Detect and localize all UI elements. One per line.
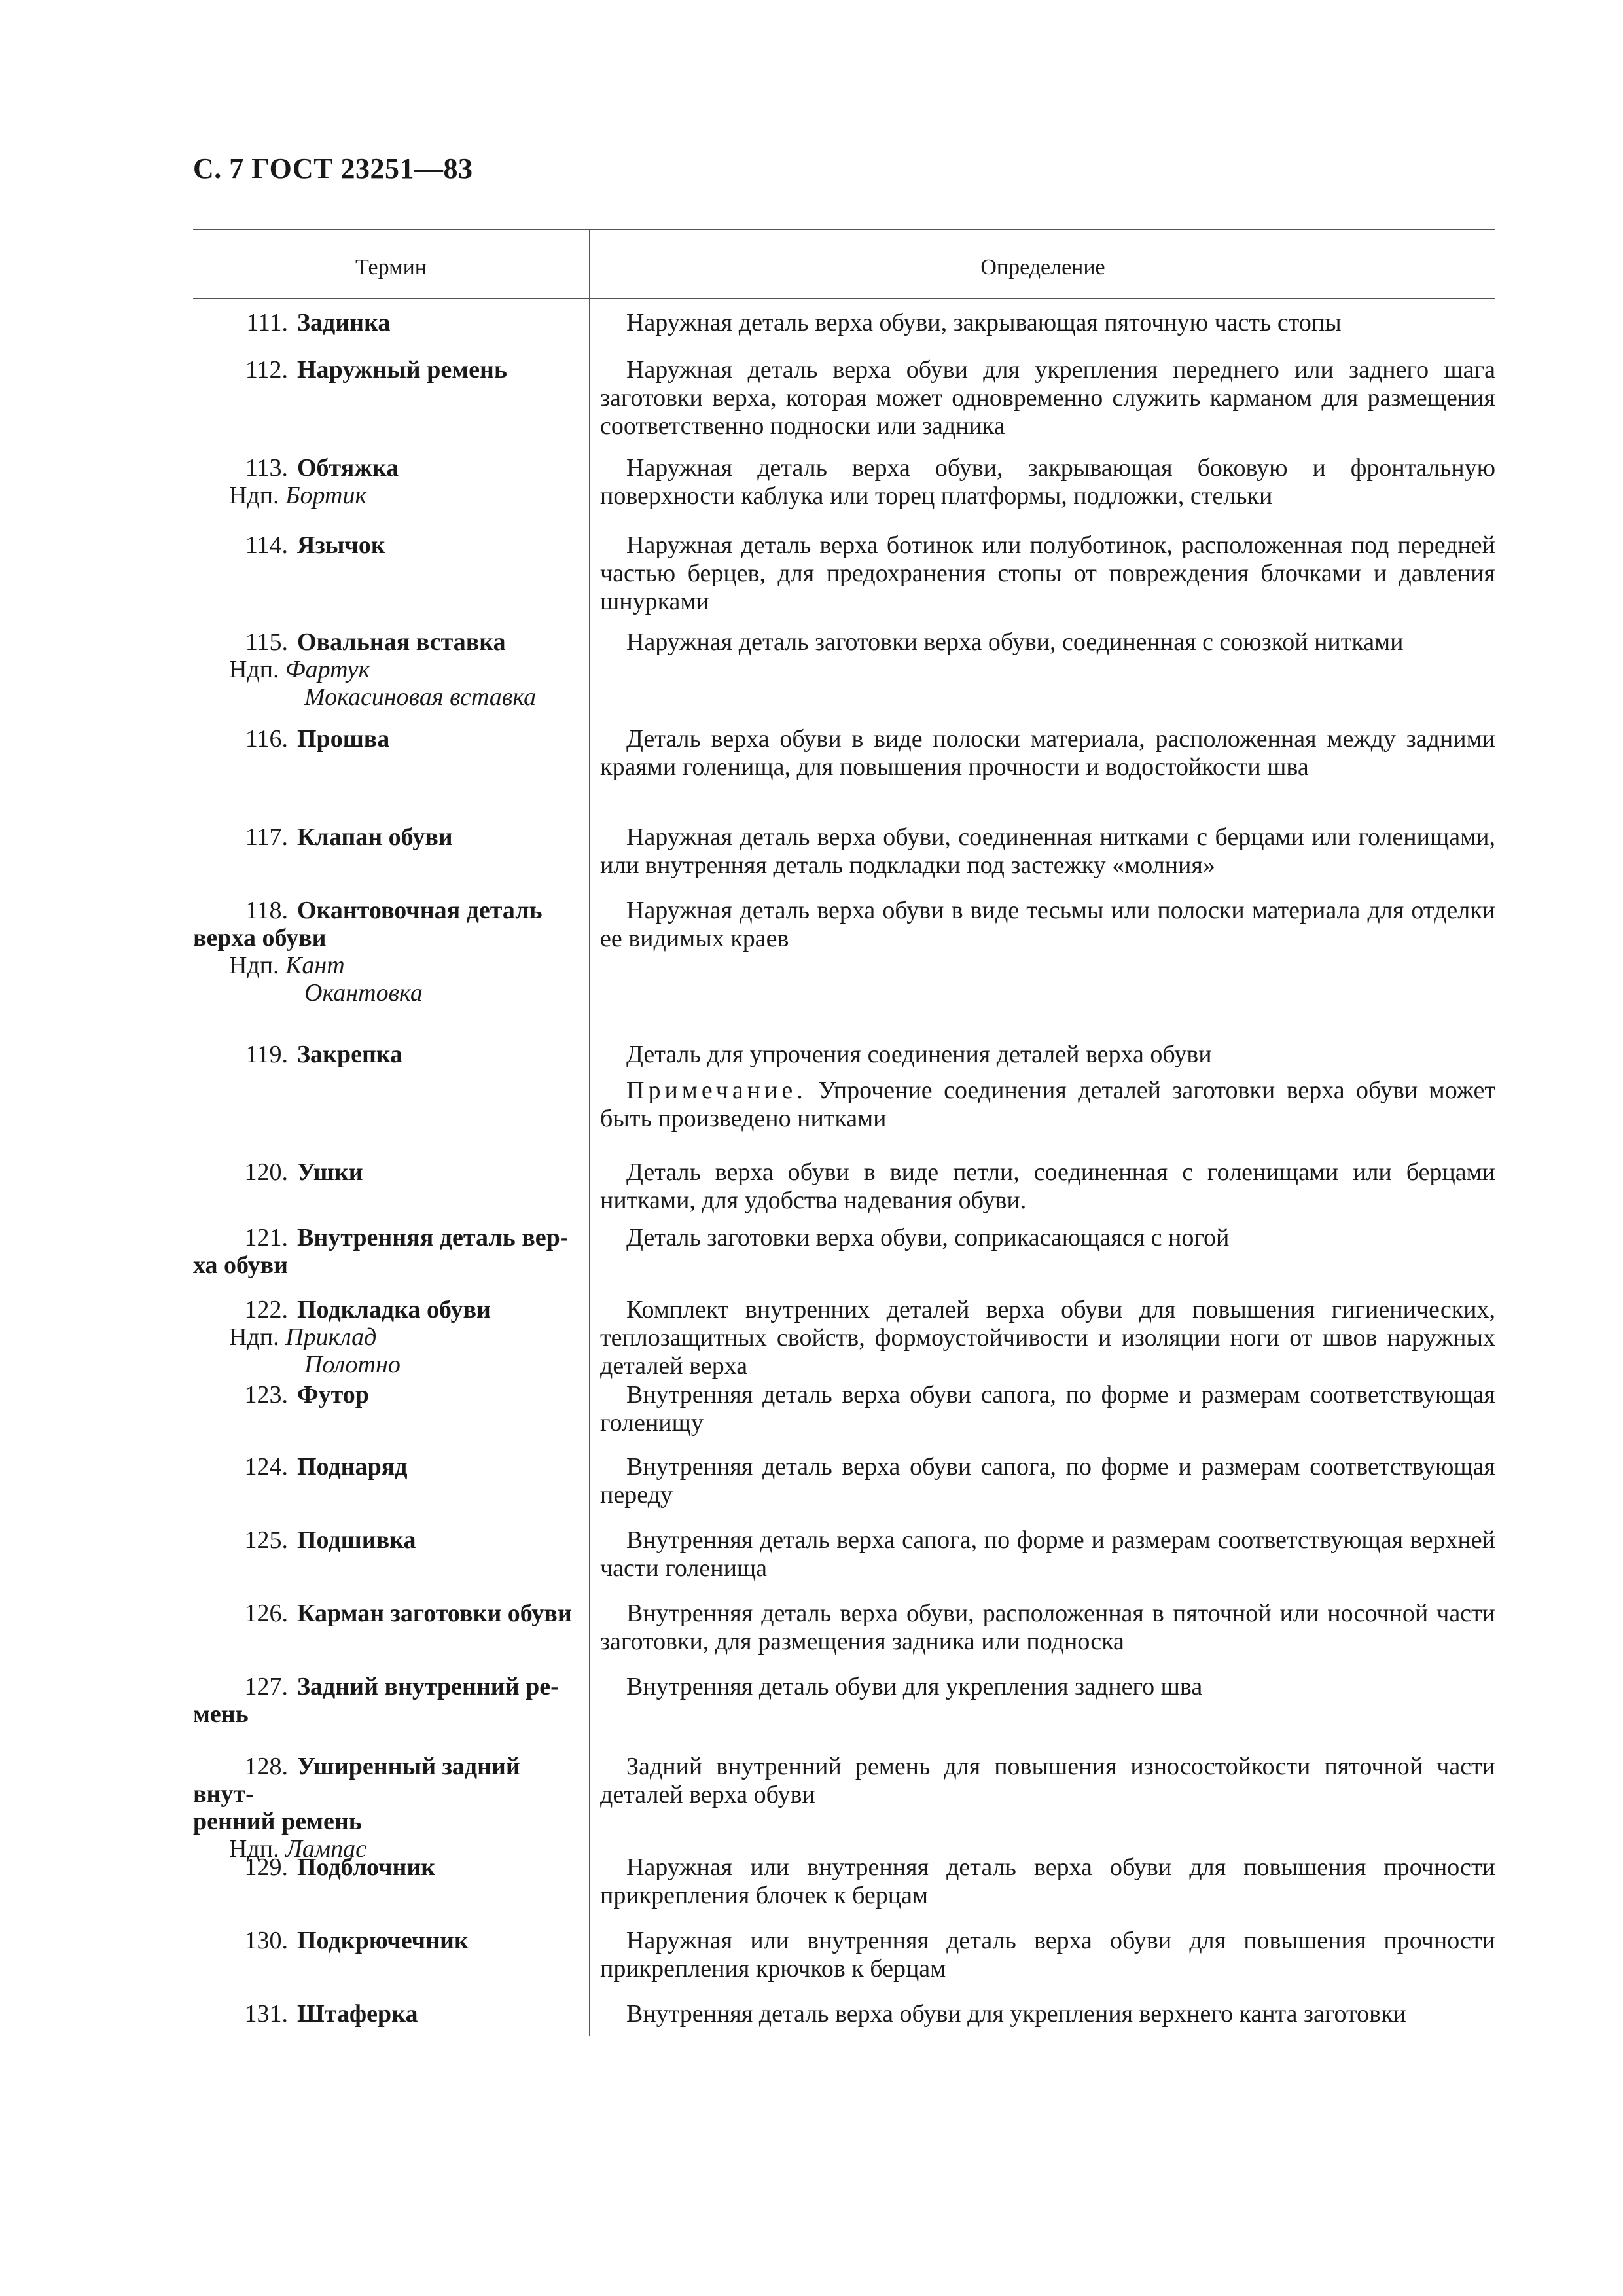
term-name: Карман заготовки обуви <box>297 1600 572 1627</box>
rejected-synonym: Мокасиновая вставка <box>304 683 537 711</box>
definition-cell <box>600 1927 1495 1983</box>
definition-text: Комплект внутренних деталей верха обуви для повышения гигиенических, теплозащитных свойств, формоустойчивости и изоляции ноги от швов наружных деталей верха <box>600 1296 1495 1380</box>
term-number: 111. <box>246 309 288 336</box>
term-number: 126. <box>244 1600 288 1627</box>
term-name-continued: ха обуви <box>193 1251 288 1279</box>
definition-cell <box>600 1296 1495 1380</box>
definition-text: Внутренняя деталь верха обуви сапога, по форме и размерам соответствующая голенищу <box>600 1381 1495 1437</box>
term-number: 113. <box>245 454 288 482</box>
term-number: 118. <box>245 897 288 924</box>
note-label: Примечание. <box>626 1077 807 1104</box>
definition-text: Наружная или внутренняя деталь верха обуви для повышения прочности прикрепления крючков к берцам <box>600 1927 1495 1982</box>
term-cell <box>193 1296 579 1378</box>
term-name: Штаферка <box>297 2000 418 2028</box>
term-cell <box>193 454 579 509</box>
term-cell <box>193 1854 579 1881</box>
rejected-synonym: Полотно <box>304 1351 401 1378</box>
term-cell <box>193 1381 579 1408</box>
definition-text: Внутренняя деталь верха обуви, расположенная в пяточной или носочной части заготовки, для размещения задника или подноска <box>600 1600 1495 1655</box>
definition-text: Внутренняя деталь верха сапога, по форме и размерам соответствующая верхней части голенища <box>600 1526 1495 1582</box>
column-header-term: Термин <box>355 255 427 279</box>
note-text <box>600 1077 1495 1133</box>
term-cell <box>193 1041 579 1068</box>
term-name: Обтяжка <box>297 454 399 482</box>
term-name-continued: мень <box>193 1700 249 1728</box>
definition-cell <box>600 1600 1495 1656</box>
definition-text: Внутренняя деталь верха обуви для укрепления верхнего канта заготовки <box>626 2000 1406 2028</box>
definition-cell <box>600 1453 1495 1509</box>
definition-cell <box>600 823 1495 880</box>
term-name: Внутренняя деталь вер- <box>297 1224 569 1251</box>
term-number: 116. <box>245 725 288 753</box>
term-number: 120. <box>244 1158 288 1186</box>
column-divider <box>589 229 590 2036</box>
column-header-definition: Определение <box>980 255 1105 279</box>
definition-text: Деталь верха обуви в виде петли, соединенная с голенищами или берцами нитками, для удобства надевания обуви. <box>600 1158 1495 1214</box>
definition-cell <box>600 1854 1495 1910</box>
definition-text: Деталь верха обуви в виде полоски материала, расположенная между задними краями голенища, для повышения прочности и водостойкости шва <box>600 725 1495 781</box>
term-number: 127. <box>244 1673 288 1700</box>
definition-cell <box>600 2000 1495 2028</box>
term-cell <box>193 2000 579 2028</box>
term-number: 115. <box>245 628 288 656</box>
term-name: Овальная вставка <box>297 628 506 656</box>
ndp-label: Ндп. <box>229 1323 279 1351</box>
term-name: Задний внутренний ре- <box>297 1673 559 1700</box>
term-cell <box>193 1158 579 1186</box>
term-cell <box>193 1453 579 1480</box>
definition-cell <box>600 454 1495 511</box>
rejected-synonym: Бортик <box>285 482 367 509</box>
definition-text: Наружная деталь верха обуви для укрепления переднего или заднего шага заготовки верха, которая может одновременно служить карманом для размещения соответственно подноски или задника <box>600 356 1495 440</box>
term-number: 122. <box>244 1296 288 1323</box>
term-cell <box>193 1673 579 1728</box>
definition-cell <box>600 725 1495 781</box>
term-name: Клапан обуви <box>297 823 453 851</box>
term-name: Поднаряд <box>297 1453 408 1480</box>
rejected-synonym: Окантовка <box>304 979 423 1007</box>
definition-cell <box>600 1158 1495 1215</box>
note-body: Упрочение соединения деталей заготовки верха обуви может быть произведено нитками <box>600 1077 1496 1132</box>
definition-cell <box>600 1673 1495 1701</box>
term-number: 128. <box>244 1753 288 1780</box>
term-name-continued: верха обуви <box>193 924 327 952</box>
definition-cell <box>600 531 1495 616</box>
ndp-label: Ндп. <box>229 952 279 979</box>
term-cell <box>193 725 579 753</box>
page-header: С. 7 ГОСТ 23251—83 <box>193 152 473 185</box>
definition-cell <box>600 897 1495 953</box>
definition-cell <box>600 628 1495 656</box>
term-cell <box>193 1600 579 1627</box>
definition-text: Наружная деталь верха обуви, соединенная нитками с берцами или голенищами, или внутренняя деталь подкладки под застежку «молния» <box>600 823 1495 879</box>
term-cell <box>193 356 579 384</box>
definition-text: Наружная деталь верха обуви, закрывающая боковую и фронтальную поверхности каблука или торец платформы, подложки, стельки <box>600 454 1495 510</box>
term-name: Наружный ремень <box>297 356 507 384</box>
definition-cell <box>600 309 1495 337</box>
term-name: Подблочник <box>297 1854 436 1881</box>
definition-text: Наружная деталь заготовки верха обуви, соединенная с союзкой нитками <box>626 628 1404 656</box>
rejected-synonym: Фартук <box>285 656 370 683</box>
definition-text: Наружная деталь верха обуви в виде тесьмы или полоски материала для отделки ее видимых краев <box>600 897 1495 952</box>
term-name: Подкрючечник <box>297 1927 469 1954</box>
term-name: Футор <box>297 1381 369 1408</box>
rejected-synonym: Лампас <box>285 1835 366 1863</box>
term-cell <box>193 309 579 336</box>
term-number: 112. <box>245 356 288 384</box>
term-name: Подкладка обуви <box>297 1296 491 1323</box>
term-name-continued: ренний ремень <box>193 1808 362 1835</box>
rejected-synonym: Кант <box>285 952 345 979</box>
term-number: 117. <box>245 823 288 851</box>
term-name: Окантовочная деталь <box>297 897 543 924</box>
table-top-rule <box>193 229 1495 230</box>
definition-text: Внутренняя деталь обуви для укрепления заднего шва <box>626 1673 1203 1700</box>
term-number: 125. <box>244 1526 288 1554</box>
term-cell <box>193 823 579 851</box>
definition-cell <box>600 356 1495 440</box>
definition-text: Наружная деталь верха ботинок или полуботинок, расположенная под передней частью берцев, для предохранения стопы от повреждения блочками и давления шнурками <box>600 531 1495 615</box>
term-number: 121. <box>244 1224 288 1251</box>
ndp-label: Ндп. <box>229 482 279 509</box>
definition-text: Внутренняя деталь верха обуви сапога, по форме и размерам соответствующая переду <box>600 1453 1495 1509</box>
term-cell <box>193 897 579 1007</box>
term-name: Ушки <box>297 1158 363 1186</box>
definition-cell <box>600 1381 1495 1437</box>
definition-text: Наружная деталь верха обуви, закрывающая пяточную часть стопы <box>626 309 1342 336</box>
definition-cell <box>600 1753 1495 1809</box>
definition-cell <box>600 1526 1495 1583</box>
term-name: Закрепка <box>297 1041 403 1068</box>
term-name: Прошва <box>297 725 390 753</box>
term-cell <box>193 628 579 711</box>
term-name: Задинка <box>297 309 391 336</box>
ndp-label: Ндп. <box>229 656 279 683</box>
term-number: 119. <box>245 1041 288 1068</box>
definition-text: Задний внутренний ремень для повышения износостойкости пяточной части деталей верха обуви <box>600 1753 1495 1808</box>
term-number: 130. <box>244 1927 288 1954</box>
definition-cell <box>600 1224 1495 1252</box>
term-number: 123. <box>244 1381 288 1408</box>
definition-text: Деталь заготовки верха обуви, соприкасающаяся с ногой <box>626 1224 1230 1251</box>
term-number: 131. <box>244 2000 288 2028</box>
rejected-synonym: Приклад <box>285 1323 377 1351</box>
term-number: 124. <box>244 1453 288 1480</box>
term-cell <box>193 1753 579 1863</box>
ndp-label: Ндп. <box>229 1835 279 1863</box>
term-cell <box>193 1927 579 1954</box>
term-cell <box>193 1224 579 1279</box>
term-number: 114. <box>245 531 288 559</box>
term-name: Язычок <box>297 531 385 559</box>
term-name: Подшивка <box>297 1526 416 1554</box>
term-cell <box>193 531 579 559</box>
definition-cell <box>600 1041 1495 1133</box>
term-cell <box>193 1526 579 1554</box>
header-bottom-rule <box>193 298 1495 299</box>
definition-text: Деталь для упрочения соединения деталей верха обуви <box>626 1041 1212 1068</box>
term-number: 129. <box>244 1854 288 1881</box>
definition-text: Наружная или внутренняя деталь верха обуви для повышения прочности прикрепления блочек к берцам <box>600 1854 1495 1909</box>
term-name: Уширенный задний внут- <box>193 1753 520 1808</box>
